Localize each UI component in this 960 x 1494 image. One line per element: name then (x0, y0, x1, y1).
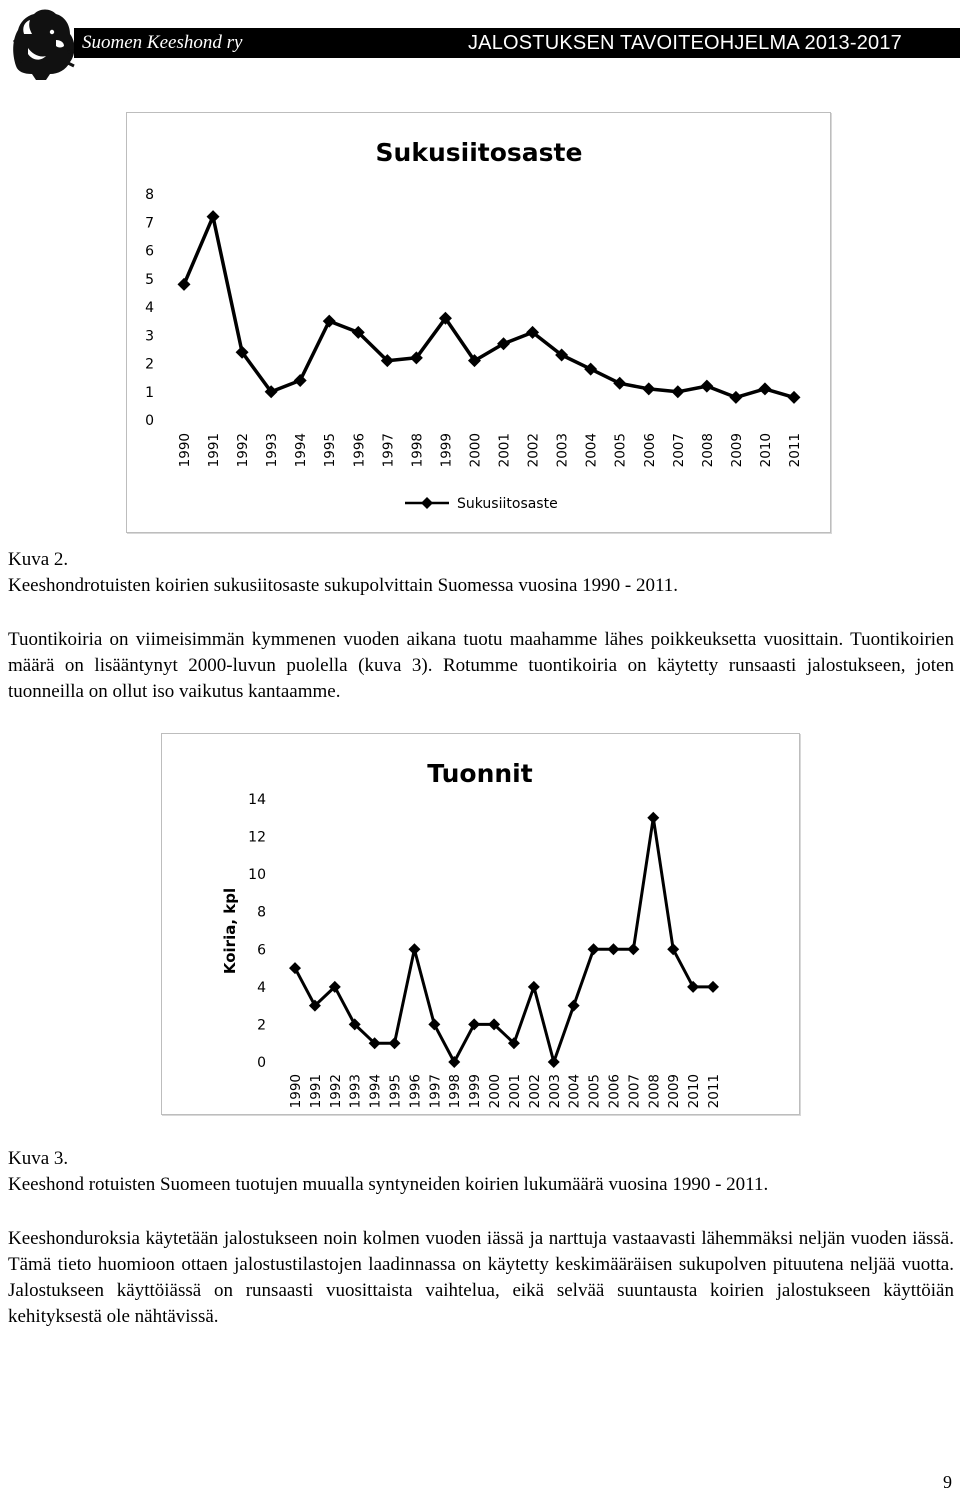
x-tick-label: 2006 (641, 433, 658, 468)
keeshond-logo-icon (6, 4, 82, 80)
data-point (667, 943, 679, 955)
data-point (687, 981, 699, 993)
data-point (468, 1018, 480, 1030)
y-tick-label: 5 (145, 271, 154, 288)
data-point (671, 385, 684, 398)
data-point (389, 1037, 401, 1049)
x-tick-label: 2006 (606, 1074, 623, 1109)
data-point (178, 278, 191, 291)
data-point (548, 1056, 560, 1068)
x-tick-label: 2009 (666, 1074, 683, 1109)
data-point (707, 981, 719, 993)
y-tick-label: 4 (257, 979, 266, 996)
y-tick-label: 6 (145, 243, 154, 260)
x-tick-label: 2003 (554, 433, 571, 468)
data-point (588, 943, 600, 955)
tuonnit-chart-svg (162, 734, 799, 1114)
y-tick-label: 0 (145, 413, 154, 429)
paragraph-imports: Tuontikoiria on viimeisimmän kymmenen vuoden aikana tuotu maahamme lähes poikkeuksetta vuosittain. Tuontikoirien määrä on lisääntynyt 2000-luvun puolella (kuva 3). Rotumme tuontikoiria on käytetty runsaasti jalostukseen, joten tuonneilla on ollut iso vaikutus kantaamme. (8, 629, 954, 702)
legend-label: Sukusiitosaste (457, 496, 558, 512)
data-point (788, 391, 801, 404)
x-tick-label: 2007 (670, 433, 687, 468)
y-tick-label: 6 (257, 942, 266, 959)
data-point (289, 962, 301, 974)
data-point (758, 382, 771, 395)
tuonnit-chart (161, 733, 800, 1115)
page-header (0, 0, 960, 84)
data-point (642, 382, 655, 395)
data-point (647, 812, 659, 824)
x-tick-label: 1994 (367, 1074, 384, 1109)
caption-kuva3-text: Keeshond rotuisten Suomeen tuotujen muualla syntyneiden koirien lukumäärä vuosina 1990 - 2011. (8, 1174, 769, 1195)
y-tick-label: 7 (145, 215, 154, 232)
page-number: 9 (943, 1472, 952, 1492)
y-tick-label: 4 (145, 300, 154, 316)
x-tick-label: 2011 (787, 433, 803, 468)
x-tick-label: 1996 (351, 433, 368, 468)
legend-marker (421, 497, 433, 509)
data-point (584, 363, 597, 376)
y-tick-label: 2 (257, 1017, 266, 1034)
x-tick-label: 2010 (686, 1074, 703, 1109)
sukusiitosaste-chart-svg (127, 113, 830, 532)
x-tick-label: 2002 (526, 1074, 543, 1109)
x-tick-label: 2005 (612, 433, 629, 468)
sukusiitosaste-chart (126, 112, 831, 533)
x-tick-label: 1994 (293, 433, 310, 468)
x-tick-label: 1993 (347, 1074, 364, 1109)
brand-name: Suomen Keeshond ry (82, 32, 243, 53)
x-tick-label: 2000 (487, 1074, 504, 1109)
data-point (428, 1018, 440, 1030)
data-point (207, 210, 220, 223)
x-tick-label: 1996 (407, 1074, 424, 1109)
y-tick-label: 0 (257, 1055, 266, 1071)
caption-kuva3-label: Kuva 3. (8, 1148, 69, 1169)
paragraph-generation-length: Keeshonduroksia käytetään jalostukseen noin kolmen vuoden iässä ja narttuja vastaavasti lähemmäksi neljän vuoden iässä. Tämä tieto huomioon ottaen jalostustilastojen laadinnassa on käytetty keskimääräisen sukupolven pituutena neljää vuotta. Jalostukseen käyttöiässä on runsaasti vuosittaista vaihtelua, eikä selvää suuntausta koirien jalostukseen käyttöiän kehityksestä ole nähtävissä. (8, 1228, 954, 1327)
data-point (408, 943, 420, 955)
caption-kuva2-text: Keeshondrotuisten koirien sukusiitosaste sukupolvittain Suomessa vuosina 1990 - 2011. (8, 575, 679, 596)
data-point (607, 943, 619, 955)
chart-title: Tuonnit (427, 759, 533, 788)
x-tick-label: 2008 (699, 433, 716, 468)
x-tick-label: 2000 (467, 433, 484, 468)
x-tick-label: 2003 (546, 1074, 563, 1109)
y-tick-label: 8 (257, 904, 266, 921)
chart-title: Sukusiitosaste (375, 138, 583, 167)
x-tick-label: 1992 (235, 433, 252, 468)
caption-kuva2 (8, 547, 954, 599)
x-tick-label: 2007 (626, 1074, 643, 1109)
x-tick-label: 1991 (307, 1074, 324, 1109)
x-tick-label: 1992 (327, 1074, 344, 1109)
caption-kuva2-label: Kuva 2. (8, 549, 69, 570)
y-tick-label: 14 (248, 792, 266, 808)
caption-kuva3 (8, 1146, 954, 1198)
x-tick-label: 1998 (409, 433, 426, 468)
x-tick-label: 2001 (506, 1074, 523, 1109)
x-tick-label: 1993 (264, 433, 281, 468)
document-title: JALOSTUKSEN TAVOITEOHJELMA 2013-2017 (467, 32, 902, 54)
x-tick-label: 2011 (706, 1074, 722, 1109)
x-tick-label: 1990 (288, 1074, 304, 1109)
data-point (448, 1056, 460, 1068)
y-axis-label: Koiria, kpl (221, 887, 239, 975)
data-point (627, 943, 639, 955)
data-point (613, 377, 626, 390)
x-tick-label: 1999 (438, 433, 455, 468)
data-point (700, 380, 713, 393)
data-point (729, 391, 742, 404)
x-tick-label: 2002 (525, 433, 542, 468)
x-tick-label: 2005 (586, 1074, 603, 1109)
x-tick-label: 2009 (728, 433, 745, 468)
x-tick-label: 2001 (496, 433, 513, 468)
y-tick-label: 3 (145, 328, 154, 345)
x-tick-label: 2008 (646, 1074, 663, 1109)
y-tick-label: 1 (145, 384, 154, 401)
data-point (294, 374, 307, 387)
y-tick-label: 2 (145, 356, 154, 373)
x-tick-label: 2004 (566, 1074, 583, 1109)
data-point (568, 1000, 580, 1012)
series-line (184, 217, 794, 398)
x-tick-label: 1991 (206, 433, 223, 468)
x-tick-label: 1998 (447, 1074, 464, 1109)
x-tick-label: 1995 (322, 433, 339, 468)
y-tick-label: 12 (248, 829, 266, 846)
x-tick-label: 1997 (380, 433, 397, 468)
x-tick-label: 1999 (467, 1074, 484, 1109)
x-tick-label: 1997 (427, 1074, 444, 1109)
y-tick-label: 8 (145, 187, 154, 203)
x-tick-label: 2010 (757, 433, 774, 468)
data-point (323, 315, 336, 328)
y-tick-label: 10 (248, 867, 266, 884)
x-tick-label: 1995 (387, 1074, 404, 1109)
data-point (528, 981, 540, 993)
x-tick-label: 2004 (583, 433, 600, 468)
x-tick-label: 1990 (177, 433, 193, 468)
